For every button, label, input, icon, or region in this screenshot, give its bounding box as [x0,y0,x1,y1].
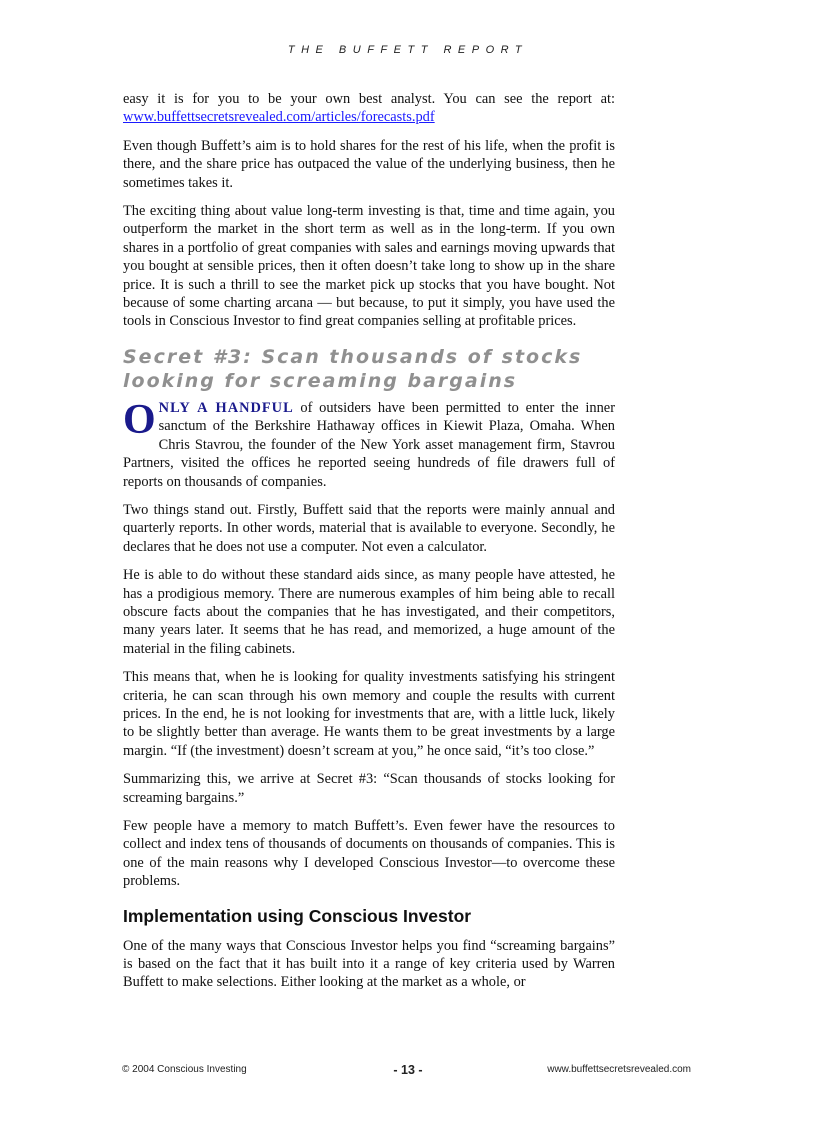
lead-in-caps: NLY A HANDFUL [158,399,294,416]
paragraph: Summarizing this, we arrive at Secret #3: “Scan thousands of stocks looking for screaming bargains.” [123,771,615,806]
page-body [123,90,615,1002]
paragraph: He is able to do without these standard aids since, as many people have attested, he has a prodigious memory. There are numerous examples of him being able to recall obscure facts about the companies that he has investigated, and their competitors, many years later. It seems that he has read, and memorized, a huge amount of the material in the filing cabinets. [123,567,615,657]
running-header: THE BUFFETT REPORT [287,44,529,56]
paragraph-with-dropcap [123,396,615,491]
footer-page-number: - 13 - [393,1063,423,1077]
footer-copyright: © 2004 Conscious Investing [122,1064,247,1075]
paragraph: This means that, when he is looking for quality investments satisfying his stringent criteria, he can scan through his own memory and couple the results with current prices. In the end, he is not looking for investments that are, with a little luck, likely to be slightly better than average. He wants them to be great investments by a large margin. “If (the investment) doesn’t scream at you,” he once said, “it’s too close.” [123,669,615,759]
section-heading-secret-3: Secret #3: Scan thousands of stocks looking for screaming bargains [123,345,583,392]
paragraph: The exciting thing about value long-term investing is that, time and time again, you outperform the market in the short term as well as in the long-term. If you own shares in a portfolio of great companies with sales and earnings moving upwards that you bought at sensible prices, then it often doesn’t take long to show up in the share price. It is such a thrill to see the market pick up stocks that you have bought. Not because of some charting arcana — but because, to put it simply, you have used the tools in Conscious Investor to find great companies selling at profitable prices. [123,203,615,330]
forecasts-report-link[interactable]: www.buffettsecretsrevealed.com/articles/forecasts.pdf [123,109,435,126]
paragraph-text: of outsiders have been permitted to enter the inner sanctum of the Berkshire Hathaway offices in Kiewit Plaza, Omaha. When Chris Stavrou, the founder of the New York asset management firm, Stavrou Partners, visited the offices he reported seeing hundreds of file drawers full of reports on thousands of companies. [123,399,615,490]
paragraph: One of the many ways that Conscious Investor helps you find “screaming bargains” is based on the fact that it has built into it a range of key criteria used by Warren Buffett to make selections. Either looking at the market as a whole, or [123,937,615,991]
paragraph-text: easy it is for you to be your own best analyst. You can see the report at: [123,91,615,107]
footer-website: www.buffettsecretsrevealed.com [547,1064,691,1075]
drop-cap: O [123,396,156,443]
subsection-heading: Implementation using Conscious Investor [123,905,472,926]
paragraph: Two things stand out. Firstly, Buffett said that the reports were mainly annual and quarterly reports. In other words, material that is available to everyone. Secondly, he declares that he does not use a computer. Not even a calculator. [123,501,615,555]
paragraph: Few people have a memory to match Buffett’s. Even fewer have the resources to collect and index tens of thousands of documents on thousands of companies. This is one of the main reasons why I developed Conscious Investor—to overcome these problems. [123,818,615,890]
paragraph: Even though Buffett’s aim is to hold shares for the rest of his life, when the profit is there, and the share price has outpaced the value of the underlying business, then he sometimes takes it. [123,137,615,191]
paragraph [123,90,615,127]
